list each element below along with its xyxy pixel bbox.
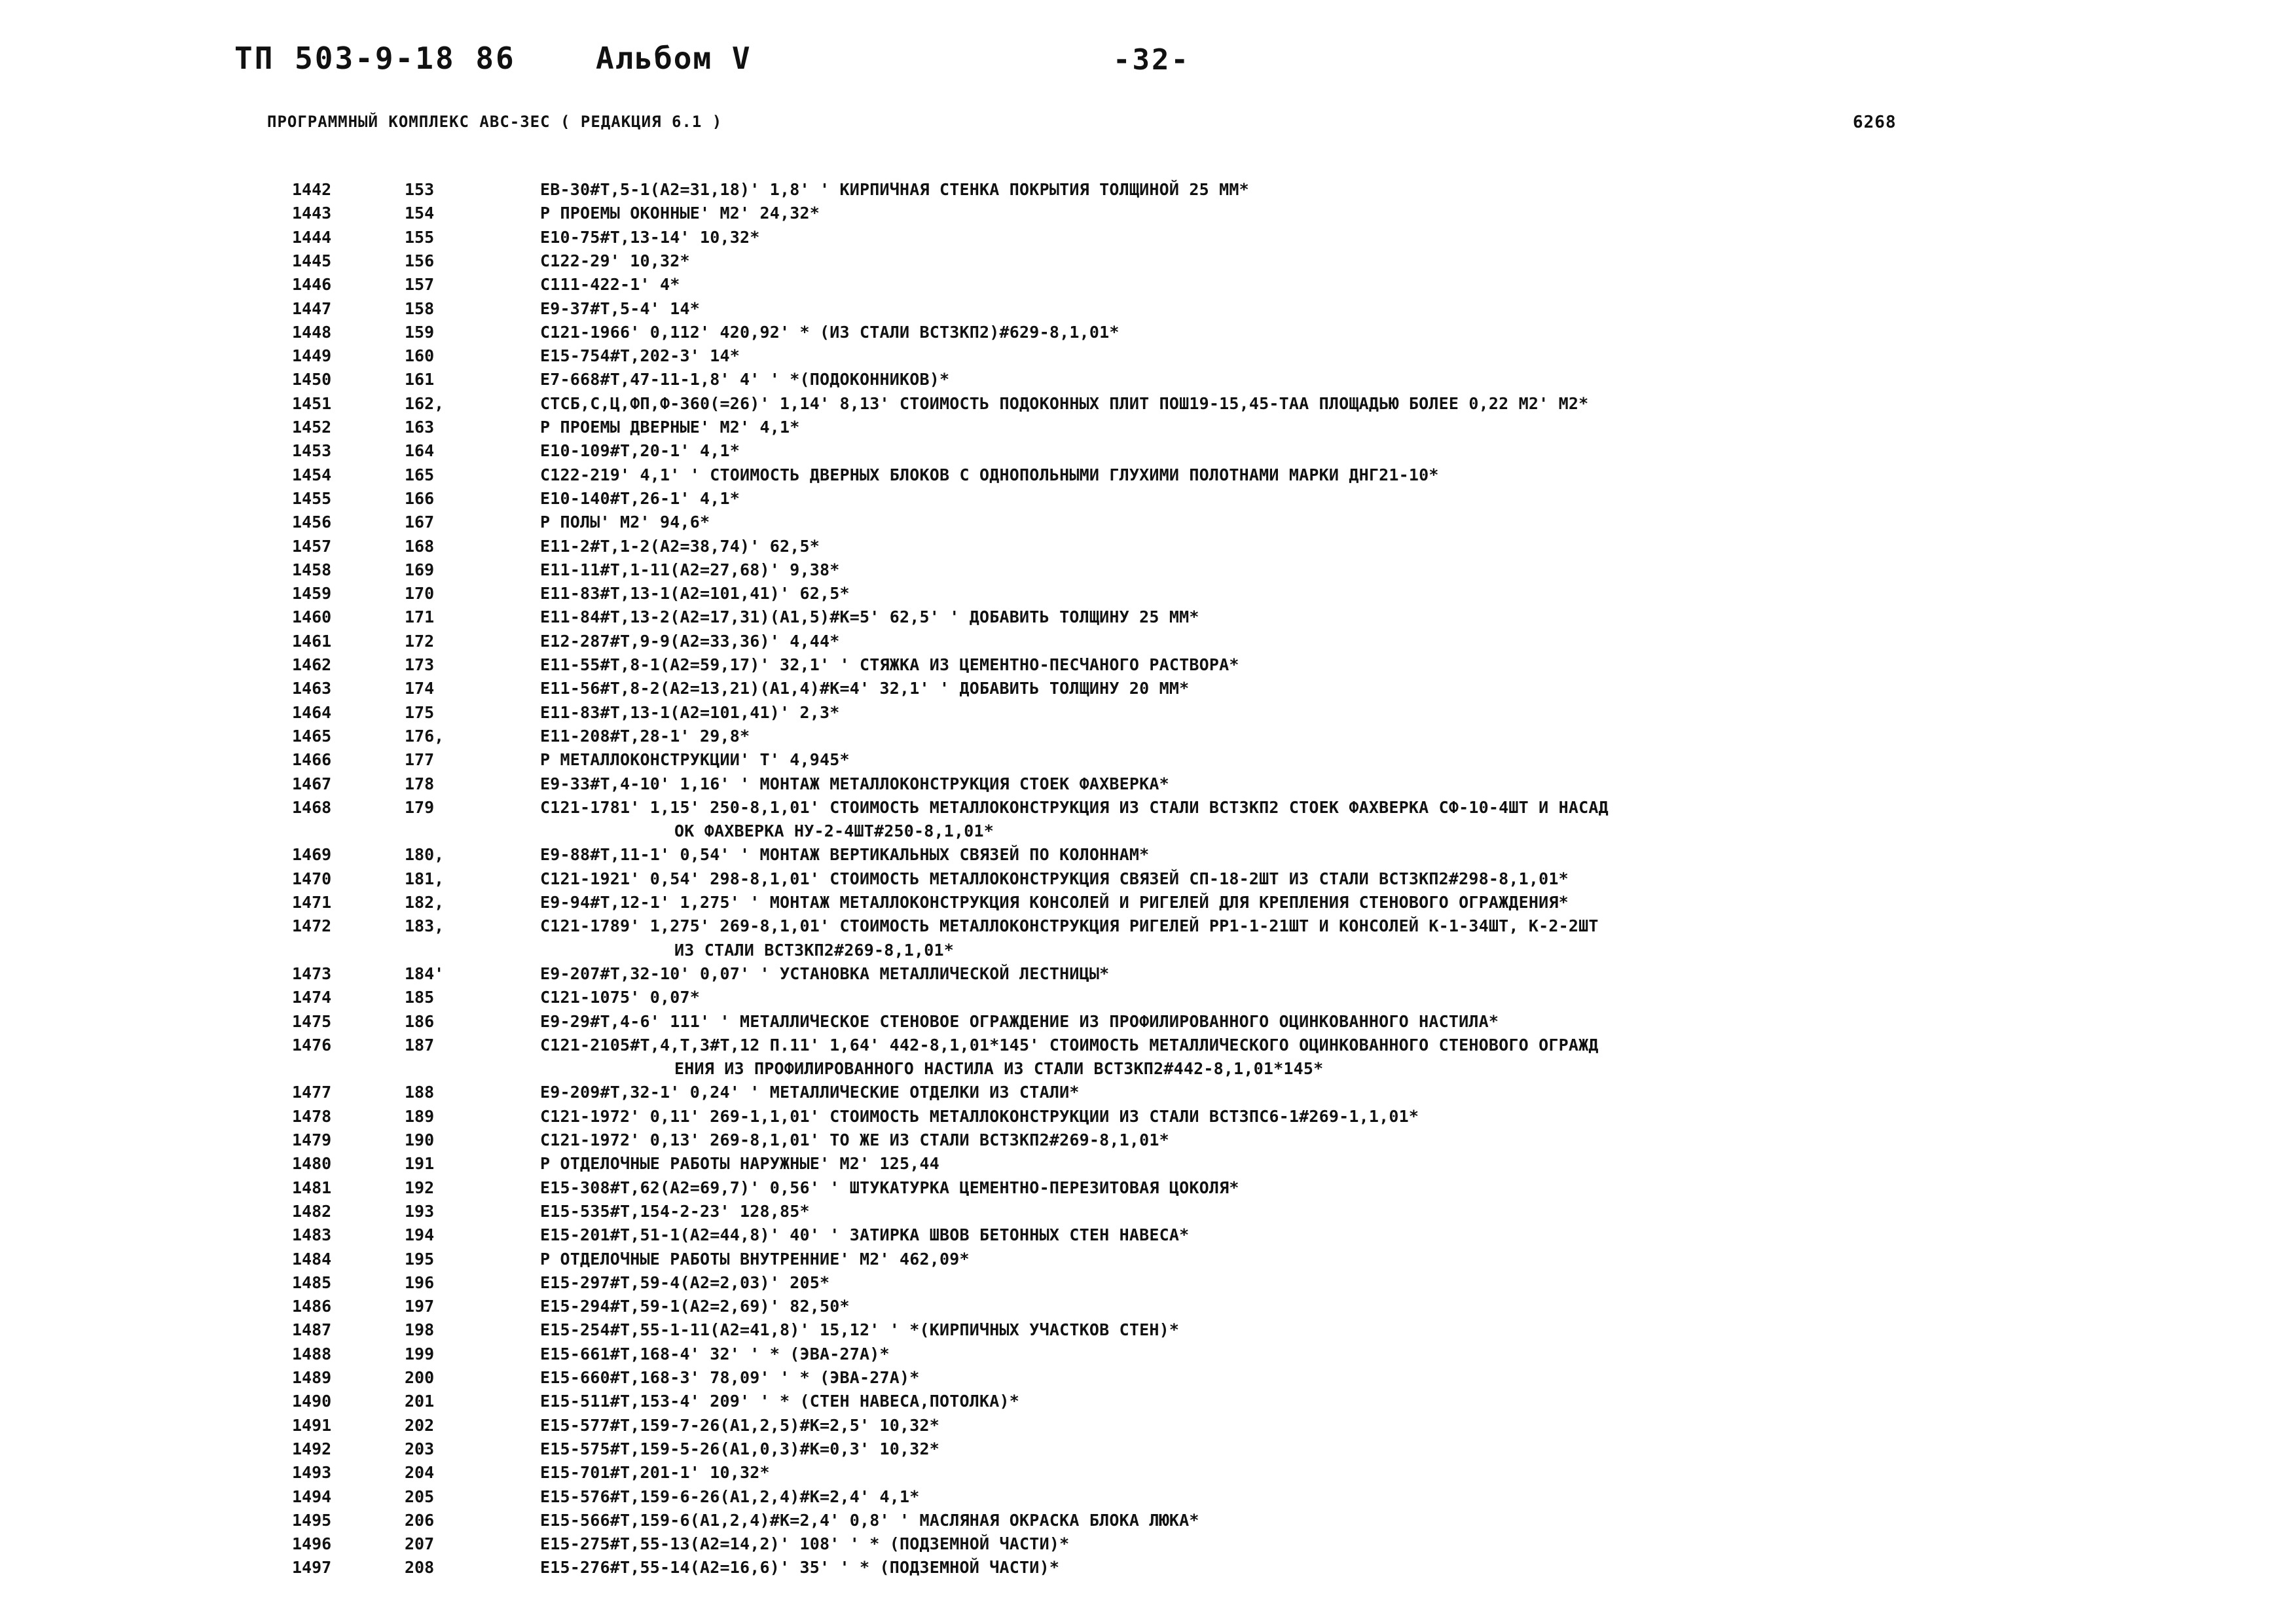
statement-text: Е15-201#Т,51-1(А2=44,8)' 40' ' ЗАТИРКА ШВОВ БЕТОННЫХ СТЕН НАВЕСА* bbox=[540, 1225, 1190, 1245]
line-number: 1484 bbox=[292, 1249, 332, 1269]
statement-text: Е10-75#Т,13-14' 10,32* bbox=[540, 227, 760, 247]
statement-number: 195 bbox=[405, 1249, 435, 1269]
statement-text: Р ПОЛЫ' М2' 94,6* bbox=[540, 513, 710, 532]
statement-text: Е9-207#Т,32-10' 0,07' ' УСТАНОВКА МЕТАЛЛИЧЕСКОЙ ЛЕСТНИЦЫ* bbox=[540, 964, 1110, 983]
statement-text: Е15-576#Т,159-6-26(А1,2,4)#К=2,4' 4,1* bbox=[540, 1487, 920, 1506]
line-number: 1443 bbox=[292, 204, 332, 223]
line-number: 1457 bbox=[292, 536, 332, 556]
line-number: 1461 bbox=[292, 631, 332, 651]
statement-text: Е9-209#Т,32-1' 0,24' ' МЕТАЛЛИЧЕСКИЕ ОТДЕЛКИ ИЗ СТАЛИ* bbox=[540, 1083, 1080, 1102]
statement-text: С121-1921' 0,54' 298-8,1,01' СТОИМОСТЬ МЕТАЛЛОКОНСТРУКЦИЯ СВЯЗЕЙ СП-18-2ШТ ИЗ СТАЛИ ВСТ3КП2#298-8,1,01* bbox=[540, 869, 1569, 888]
statement-number: 185 bbox=[405, 988, 435, 1007]
statement-text: Е9-37#Т,5-4' 14* bbox=[540, 298, 701, 318]
statement-text: Р ОТДЕЛОЧНЫЕ РАБОТЫ ВНУТРЕННИЕ' М2' 462,09* bbox=[540, 1249, 970, 1269]
line-number: 1490 bbox=[292, 1392, 332, 1411]
line-number: 1488 bbox=[292, 1344, 332, 1363]
statement-number: 153 bbox=[405, 180, 435, 199]
statement-text: Е11-11#Т,1-11(А2=27,68)' 9,38* bbox=[540, 560, 840, 579]
statement-text: Р ПРОЕМЫ ДВЕРНЫЕ' М2' 4,1* bbox=[540, 418, 800, 437]
line-number: 1477 bbox=[292, 1083, 332, 1102]
statement-text: ЕВ-30#Т,5-1(А2=31,18)' 1,8' ' КИРПИЧНАЯ СТЕНКА ПОКРЫТИЯ ТОЛЩИНОЙ 25 ММ* bbox=[540, 180, 1249, 199]
statement-text: С121-1075' 0,07* bbox=[540, 988, 701, 1007]
statement-text: ОК ФАХВЕРКА НУ-2-4ШТ#250-8,1,01* bbox=[674, 821, 994, 841]
statement-number: 155 bbox=[405, 227, 435, 247]
statement-number: 162, bbox=[405, 393, 445, 413]
statement-text: Е9-29#Т,4-6' 111' ' МЕТАЛЛИЧЕСКОЕ СТЕНОВОЕ ОГРАЖДЕНИЕ ИЗ ПРОФИЛИРОВАННОГО ОЦИНКОВАННОГО НАСТИЛА* bbox=[540, 1011, 1499, 1031]
statement-number: 204 bbox=[405, 1463, 435, 1483]
statement-number: 166 bbox=[405, 488, 435, 508]
statement-number: 173 bbox=[405, 655, 435, 674]
statement-text: Е11-208#Т,28-1' 29,8* bbox=[540, 726, 750, 746]
statement-number: 186 bbox=[405, 1011, 435, 1031]
program-title: ПРОГРАММНЫЙ КОМПЛЕКС АВС-3ЕС ( РЕДАКЦИЯ 6.1 ) bbox=[267, 113, 723, 131]
statement-number: 199 bbox=[405, 1344, 435, 1363]
statement-number: 179 bbox=[405, 797, 435, 817]
statement-text: С121-2105#Т,4,Т,3#Т,12 П.11' 1,64' 442-8,1,01*145' СТОИМОСТЬ МЕТАЛЛИЧЕСКОГО ОЦИНКОВАННОГО СТЕНОВОГО ОГРАЖД bbox=[540, 1035, 1599, 1055]
document-code: ТП 503-9-18 86 bbox=[234, 41, 516, 76]
statement-number: 194 bbox=[405, 1225, 435, 1245]
line-number: 1486 bbox=[292, 1297, 332, 1316]
statement-number: 157 bbox=[405, 275, 435, 295]
line-number: 1468 bbox=[292, 797, 332, 817]
line-number: 1493 bbox=[292, 1463, 332, 1483]
statement-number: 159 bbox=[405, 322, 435, 342]
statement-text: ИЗ СТАЛИ ВСТ3КП2#269-8,1,01* bbox=[674, 940, 955, 960]
statement-text: Е9-94#Т,12-1' 1,275' ' МОНТАЖ МЕТАЛЛОКОНСТРУКЦИЯ КОНСОЛЕЙ И РИГЕЛЕЙ ДЛЯ КРЕПЛЕНИЯ СТЕНОВОГО ОГРАЖДЕНИЯ* bbox=[540, 893, 1569, 912]
statement-number: 191 bbox=[405, 1154, 435, 1174]
line-number: 1479 bbox=[292, 1130, 332, 1149]
line-number: 1480 bbox=[292, 1154, 332, 1174]
statement-text: Е7-668#Т,47-11-1,8' 4' ' *(ПОДОКОННИКОВ)* bbox=[540, 370, 950, 389]
statement-number: 197 bbox=[405, 1297, 435, 1316]
line-number: 1476 bbox=[292, 1035, 332, 1055]
statement-text: С122-29' 10,32* bbox=[540, 251, 690, 270]
statement-text: Е15-661#Т,168-4' 32' ' * (ЭВА-27А)* bbox=[540, 1344, 890, 1363]
statement-text: Е15-577#Т,159-7-26(А1,2,5)#К=2,5' 10,32* bbox=[540, 1415, 940, 1435]
line-number: 1444 bbox=[292, 227, 332, 247]
line-number: 1451 bbox=[292, 393, 332, 413]
statement-number: 188 bbox=[405, 1083, 435, 1102]
statement-text: Е10-109#Т,20-1' 4,1* bbox=[540, 441, 740, 461]
statement-text: Е9-88#Т,11-1' 0,54' ' МОНТАЖ ВЕРТИКАЛЬНЫХ СВЯЗЕЙ ПО КОЛОННАМ* bbox=[540, 845, 1150, 865]
statement-text: Р ПРОЕМЫ ОКОННЫЕ' М2' 24,32* bbox=[540, 204, 820, 223]
statement-number: 207 bbox=[405, 1534, 435, 1554]
statement-text: С121-1972' 0,11' 269-1,1,01' СТОИМОСТЬ МЕТАЛЛОКОНСТРУКЦИИ ИЗ СТАЛИ ВСТ3ПС6-1#269-1,1,01* bbox=[540, 1106, 1419, 1126]
statement-text: Е15-566#Т,159-6(А1,2,4)#К=2,4' 0,8' ' МАСЛЯНАЯ ОКРАСКА БЛОКА ЛЮКА* bbox=[540, 1510, 1199, 1530]
statement-text: Е15-535#Т,154-2-23' 128,85* bbox=[540, 1201, 810, 1221]
statement-text: Е11-2#Т,1-2(А2=38,74)' 62,5* bbox=[540, 536, 820, 556]
statement-text: Е10-140#Т,26-1' 4,1* bbox=[540, 488, 740, 508]
line-number: 1497 bbox=[292, 1558, 332, 1578]
statement-text: С121-1781' 1,15' 250-8,1,01' СТОИМОСТЬ МЕТАЛЛОКОНСТРУКЦИЯ ИЗ СТАЛИ ВСТ3КП2 СТОЕК ФАХВЕРКА СФ-10-4ШТ И НАСАД bbox=[540, 797, 1609, 817]
line-number: 1447 bbox=[292, 298, 332, 318]
statement-text: Е11-55#Т,8-1(А2=59,17)' 32,1' ' СТЯЖКА ИЗ ЦЕМЕНТНО-ПЕСЧАНОГО РАСТВОРА* bbox=[540, 655, 1239, 674]
statement-number: 154 bbox=[405, 204, 435, 223]
statement-number: 164 bbox=[405, 441, 435, 461]
line-number: 1448 bbox=[292, 322, 332, 342]
statement-text: Р МЕТАЛЛОКОНСТРУКЦИИ' Т' 4,945* bbox=[540, 750, 850, 770]
statement-number: 168 bbox=[405, 536, 435, 556]
line-number: 1494 bbox=[292, 1487, 332, 1506]
statement-number: 167 bbox=[405, 513, 435, 532]
line-number: 1469 bbox=[292, 845, 332, 865]
statement-text: С121-1789' 1,275' 269-8,1,01' СТОИМОСТЬ МЕТАЛЛОКОНСТРУКЦИЯ РИГЕЛЕЙ РР1-1-21ШТ И КОНСОЛЕЙ К-1-34ШТ, К-2-2ШТ bbox=[540, 916, 1599, 936]
statement-number: 177 bbox=[405, 750, 435, 770]
line-number: 1487 bbox=[292, 1320, 332, 1340]
statement-text: Е15-297#Т,59-4(А2=2,03)' 205* bbox=[540, 1272, 830, 1292]
statement-number: 187 bbox=[405, 1035, 435, 1055]
statement-text: Е15-511#Т,153-4' 209' ' * (СТЕН НАВЕСА,ПОТОЛКА)* bbox=[540, 1392, 1020, 1411]
statement-text: Е12-287#Т,9-9(А2=33,36)' 4,44* bbox=[540, 631, 840, 651]
statement-number: 161 bbox=[405, 370, 435, 389]
page-number: -32- bbox=[1113, 43, 1190, 77]
line-number: 1478 bbox=[292, 1106, 332, 1126]
line-number: 1446 bbox=[292, 275, 332, 295]
statement-number: 174 bbox=[405, 679, 435, 698]
statement-text: Е9-33#Т,4-10' 1,16' ' МОНТАЖ МЕТАЛЛОКОНСТРУКЦИЯ СТОЕК ФАХВЕРКА* bbox=[540, 774, 1169, 793]
statement-number: 183, bbox=[405, 916, 445, 936]
statement-number: 202 bbox=[405, 1415, 435, 1435]
statement-number: 190 bbox=[405, 1130, 435, 1149]
statement-number: 182, bbox=[405, 893, 445, 912]
line-number: 1449 bbox=[292, 346, 332, 366]
line-number: 1473 bbox=[292, 964, 332, 983]
line-number: 1442 bbox=[292, 180, 332, 199]
line-number: 1463 bbox=[292, 679, 332, 698]
statement-number: 206 bbox=[405, 1510, 435, 1530]
line-number: 1458 bbox=[292, 560, 332, 579]
statement-number: 160 bbox=[405, 346, 435, 366]
statement-text: Е15-276#Т,55-14(А2=16,6)' 35' ' * (ПОДЗЕМНОЙ ЧАСТИ)* bbox=[540, 1558, 1060, 1578]
line-number: 1460 bbox=[292, 607, 332, 627]
statement-number: 198 bbox=[405, 1320, 435, 1340]
sheet-code: 6268 bbox=[1853, 113, 1897, 132]
line-number: 1492 bbox=[292, 1439, 332, 1458]
statement-text: С122-219' 4,1' ' СТОИМОСТЬ ДВЕРНЫХ БЛОКОВ С ОДНОПОЛЬНЫМИ ГЛУХИМИ ПОЛОТНАМИ МАРКИ ДНГ21-10* bbox=[540, 465, 1439, 484]
statement-number: 178 bbox=[405, 774, 435, 793]
line-number: 1456 bbox=[292, 513, 332, 532]
statement-text: С121-1966' 0,112' 420,92' * (ИЗ СТАЛИ ВСТ3КП2)#629-8,1,01* bbox=[540, 322, 1120, 342]
statement-number: 181, bbox=[405, 869, 445, 888]
line-number: 1482 bbox=[292, 1201, 332, 1221]
statement-number: 169 bbox=[405, 560, 435, 579]
line-number: 1464 bbox=[292, 702, 332, 722]
statement-text: Е15-254#Т,55-1-11(А2=41,8)' 15,12' ' *(КИРПИЧНЫХ УЧАСТКОВ СТЕН)* bbox=[540, 1320, 1180, 1340]
statement-number: 171 bbox=[405, 607, 435, 627]
line-number: 1496 bbox=[292, 1534, 332, 1554]
line-number: 1471 bbox=[292, 893, 332, 912]
statement-text: ЕНИЯ ИЗ ПРОФИЛИРОВАННОГО НАСТИЛА ИЗ СТАЛИ ВСТ3КП2#442-8,1,01*145* bbox=[674, 1059, 1324, 1079]
statement-number: 200 bbox=[405, 1368, 435, 1387]
statement-number: 201 bbox=[405, 1392, 435, 1411]
line-number: 1459 bbox=[292, 584, 332, 604]
line-number: 1453 bbox=[292, 441, 332, 461]
statement-number: 205 bbox=[405, 1487, 435, 1506]
statement-text: Е15-660#Т,168-3' 78,09' ' * (ЭВА-27А)* bbox=[540, 1368, 920, 1387]
statement-number: 165 bbox=[405, 465, 435, 484]
statement-text: Е11-83#Т,13-1(А2=101,41)' 62,5* bbox=[540, 584, 850, 604]
statement-number: 193 bbox=[405, 1201, 435, 1221]
statement-number: 208 bbox=[405, 1558, 435, 1578]
line-number: 1454 bbox=[292, 465, 332, 484]
statement-number: 176, bbox=[405, 726, 445, 746]
line-number: 1491 bbox=[292, 1415, 332, 1435]
line-number: 1462 bbox=[292, 655, 332, 674]
statement-text: Е15-701#Т,201-1' 10,32* bbox=[540, 1463, 770, 1483]
line-number: 1474 bbox=[292, 988, 332, 1007]
line-number: 1450 bbox=[292, 370, 332, 389]
line-number: 1472 bbox=[292, 916, 332, 936]
statement-text: Р ОТДЕЛОЧНЫЕ РАБОТЫ НАРУЖНЫЕ' М2' 125,44 bbox=[540, 1154, 940, 1174]
line-number: 1465 bbox=[292, 726, 332, 746]
statement-number: 156 bbox=[405, 251, 435, 270]
line-number: 1466 bbox=[292, 750, 332, 770]
statement-text: Е11-83#Т,13-1(А2=101,41)' 2,3* bbox=[540, 702, 840, 722]
line-number: 1489 bbox=[292, 1368, 332, 1387]
line-number: 1470 bbox=[292, 869, 332, 888]
statement-number: 175 bbox=[405, 702, 435, 722]
line-number: 1455 bbox=[292, 488, 332, 508]
statement-number: 158 bbox=[405, 298, 435, 318]
statement-number: 180, bbox=[405, 845, 445, 865]
statement-number: 172 bbox=[405, 631, 435, 651]
line-number: 1485 bbox=[292, 1272, 332, 1292]
album-label: Альбом V bbox=[596, 41, 752, 76]
statement-number: 192 bbox=[405, 1178, 435, 1197]
statement-text: Е11-84#Т,13-2(А2=17,31)(А1,5)#К=5' 62,5' ' ДОБАВИТЬ ТОЛЩИНУ 25 ММ* bbox=[540, 607, 1199, 627]
line-number: 1483 bbox=[292, 1225, 332, 1245]
line-number: 1452 bbox=[292, 418, 332, 437]
line-number: 1467 bbox=[292, 774, 332, 793]
line-number: 1495 bbox=[292, 1510, 332, 1530]
line-number: 1481 bbox=[292, 1178, 332, 1197]
line-number: 1445 bbox=[292, 251, 332, 270]
statement-number: 163 bbox=[405, 418, 435, 437]
statement-text: Е15-294#Т,59-1(А2=2,69)' 82,50* bbox=[540, 1297, 850, 1316]
statement-number: 184' bbox=[405, 964, 445, 983]
statement-text: Е15-575#Т,159-5-26(А1,0,3)#К=0,3' 10,32* bbox=[540, 1439, 940, 1458]
statement-text: Е11-56#Т,8-2(А2=13,21)(А1,4)#К=4' 32,1' ' ДОБАВИТЬ ТОЛЩИНУ 20 ММ* bbox=[540, 679, 1190, 698]
statement-number: 203 bbox=[405, 1439, 435, 1458]
statement-number: 170 bbox=[405, 584, 435, 604]
statement-text: Е15-754#Т,202-3' 14* bbox=[540, 346, 740, 366]
statement-text: Е15-308#Т,62(А2=69,7)' 0,56' ' ШТУКАТУРКА ЦЕМЕНТНО-ПЕРЕЗИТОВАЯ ЦОКОЛЯ* bbox=[540, 1178, 1239, 1197]
statement-number: 196 bbox=[405, 1272, 435, 1292]
statement-number: 189 bbox=[405, 1106, 435, 1126]
line-number: 1475 bbox=[292, 1011, 332, 1031]
statement-text: С111-422-1' 4* bbox=[540, 275, 680, 295]
statement-text: Е15-275#Т,55-13(А2=14,2)' 108' ' * (ПОДЗЕМНОЙ ЧАСТИ)* bbox=[540, 1534, 1070, 1554]
statement-text: С121-1972' 0,13' 269-8,1,01' ТО ЖЕ ИЗ СТАЛИ ВСТ3КП2#269-8,1,01* bbox=[540, 1130, 1169, 1149]
statement-text: СТСБ,С,Ц,ФП,Ф-360(=26)' 1,14' 8,13' СТОИМОСТЬ ПОДОКОННЫХ ПЛИТ ПОШ19-15,45-ТАА ПЛОЩАДЬЮ БОЛЕЕ 0,22 М2' М2* bbox=[540, 393, 1589, 413]
